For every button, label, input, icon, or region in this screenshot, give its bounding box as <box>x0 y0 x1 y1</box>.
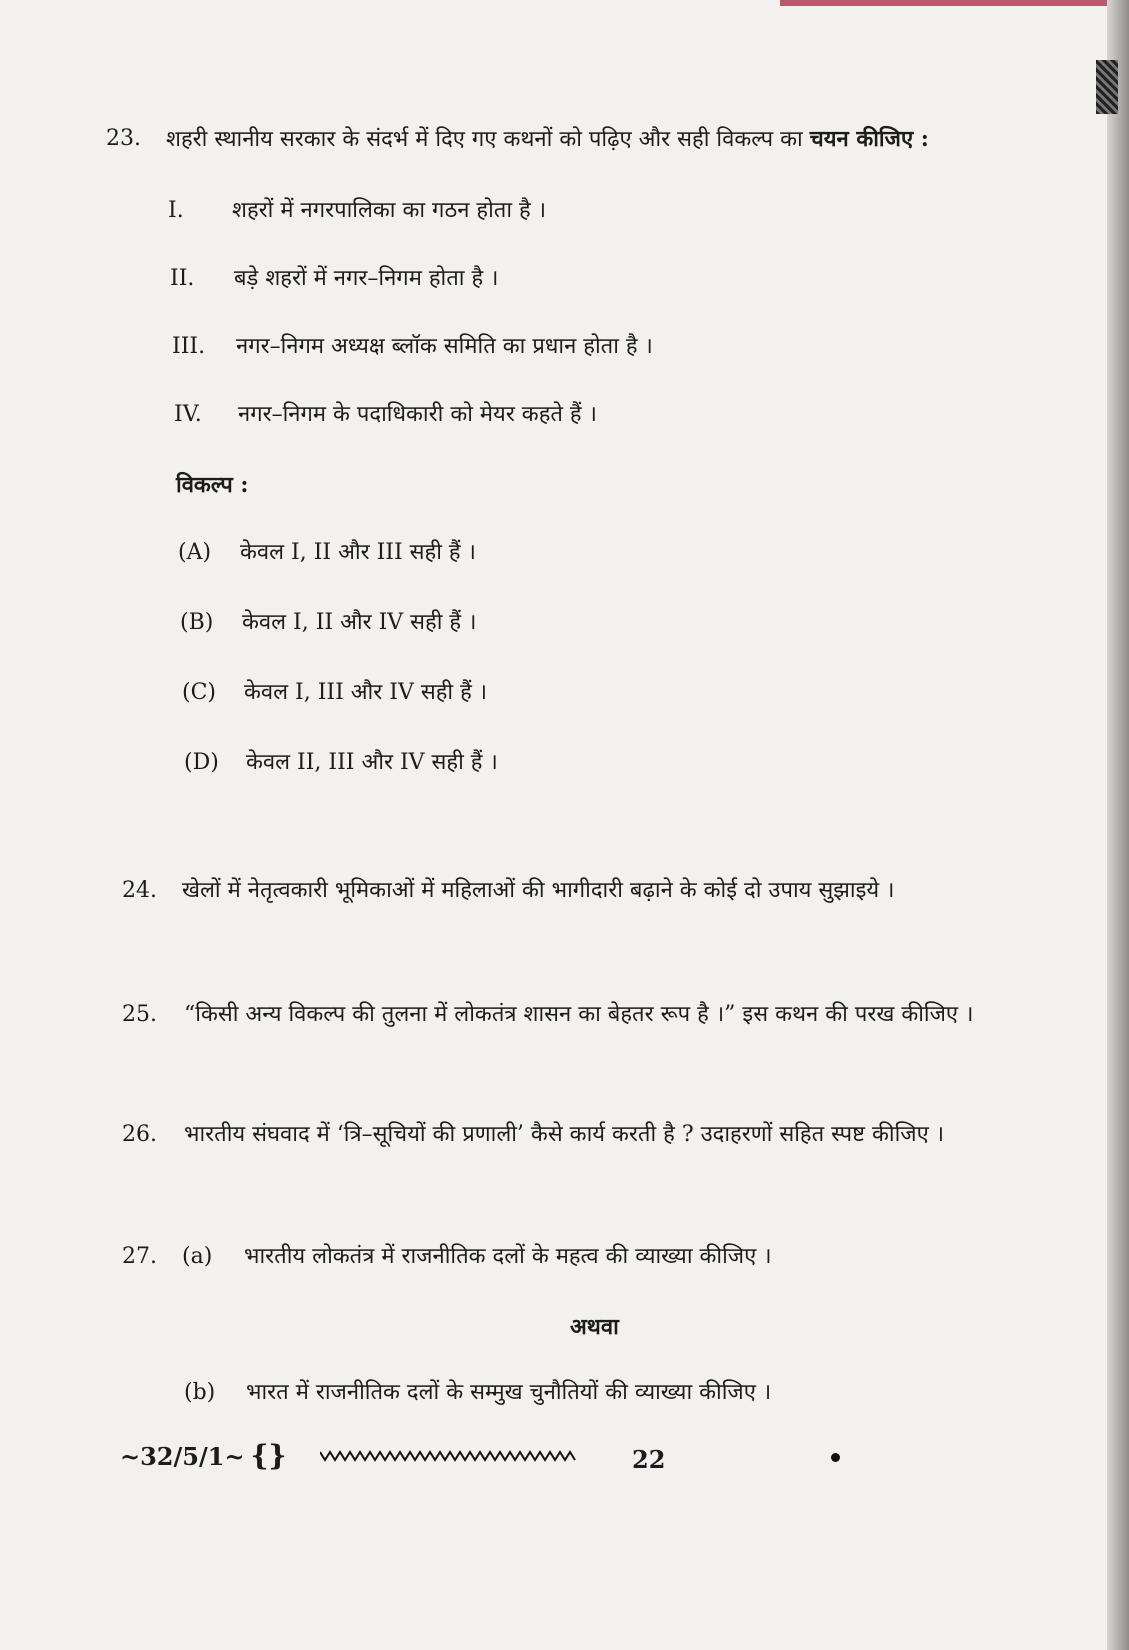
q23-option-c-label: (C) <box>182 680 216 705</box>
q25-number: 25. <box>122 1002 157 1027</box>
q23-statement-3: नगर–निगम अध्यक्ष ब्लॉक समिति का प्रधान होता है । <box>236 334 653 359</box>
q26-text: भारतीय संघवाद में ‘त्रि–सूचियों की प्रणाली’ कैसे कार्य करती है ? उदाहरणों सहित स्पष्ट कीजिए । <box>184 1122 945 1147</box>
q23-number: 23. <box>106 126 141 151</box>
q23-options-heading: विकल्प : <box>176 472 249 498</box>
q23-statement-2-roman: II. <box>170 266 195 291</box>
q27-a-text: भारतीय लोकतंत्र में राजनीतिक दलों के महत्व की व्याख्या कीजिए । <box>244 1244 772 1269</box>
q27-a-label: (a) <box>182 1244 213 1269</box>
q27-b-label: (b) <box>184 1380 216 1405</box>
qr-code-mark <box>1096 60 1118 114</box>
q23-statement-2: बड़े शहरों में नगर–निगम होता है । <box>234 266 499 291</box>
q23-stem-bold: चयन कीजिए : <box>809 126 929 152</box>
q27-or: अथवा <box>570 1314 619 1340</box>
wavy-line-icon <box>320 1448 580 1464</box>
q24-number: 24. <box>122 878 157 903</box>
q27-number: 27. <box>122 1244 157 1269</box>
q23-statement-1-roman: I. <box>168 198 184 223</box>
q25-text: “किसी अन्य विकल्प की तुलना में लोकतंत्र शासन का बेहतर रूप है ।” इस कथन की परख कीजिए । <box>184 1002 974 1027</box>
footer-code <box>120 1439 287 1472</box>
q23-statement-1: शहरों में नगरपालिका का गठन होता है । <box>232 198 547 223</box>
q23-option-a-label: (A) <box>178 540 212 565</box>
q23-option-a: केवल I, II और III सही हैं । <box>240 540 476 565</box>
paper-code: ~32/5/1~ <box>120 1442 245 1471</box>
q23-option-b: केवल I, II और IV सही हैं । <box>242 610 477 635</box>
q23-statement-4-roman: IV. <box>174 402 202 427</box>
page-edge-right <box>1107 0 1129 1650</box>
q24-text: खेलों में नेतृत्वकारी भूमिकाओं में महिलाओं की भागीदारी बढ़ाने के कोई दो उपाय सुझाइये । <box>182 878 895 903</box>
page-edge-top <box>780 0 1129 6</box>
q23-statement-3-roman: III. <box>172 334 206 359</box>
q27-b-text: भारत में राजनीतिक दलों के सम्मुख चुनौतियों की व्याख्या कीजिए । <box>246 1380 772 1405</box>
q23-option-b-label: (B) <box>180 610 214 635</box>
dot-mark <box>831 1453 840 1462</box>
q23-stem <box>166 124 929 155</box>
q23-statement-4: नगर–निगम के पदाधिकारी को मेयर कहते हैं । <box>238 402 597 427</box>
footer-braces: {} <box>250 1439 287 1472</box>
page-number: 22 <box>632 1445 666 1474</box>
q23-stem-text: शहरी स्थानीय सरकार के संदर्भ में दिए गए कथनों को पढ़िए और सही विकल्प का <box>166 127 803 152</box>
q23-option-d-label: (D) <box>184 750 219 775</box>
q26-number: 26. <box>122 1122 157 1147</box>
q23-option-c: केवल I, III और IV सही हैं । <box>244 680 488 705</box>
q23-option-d: केवल II, III और IV सही हैं । <box>246 750 498 775</box>
